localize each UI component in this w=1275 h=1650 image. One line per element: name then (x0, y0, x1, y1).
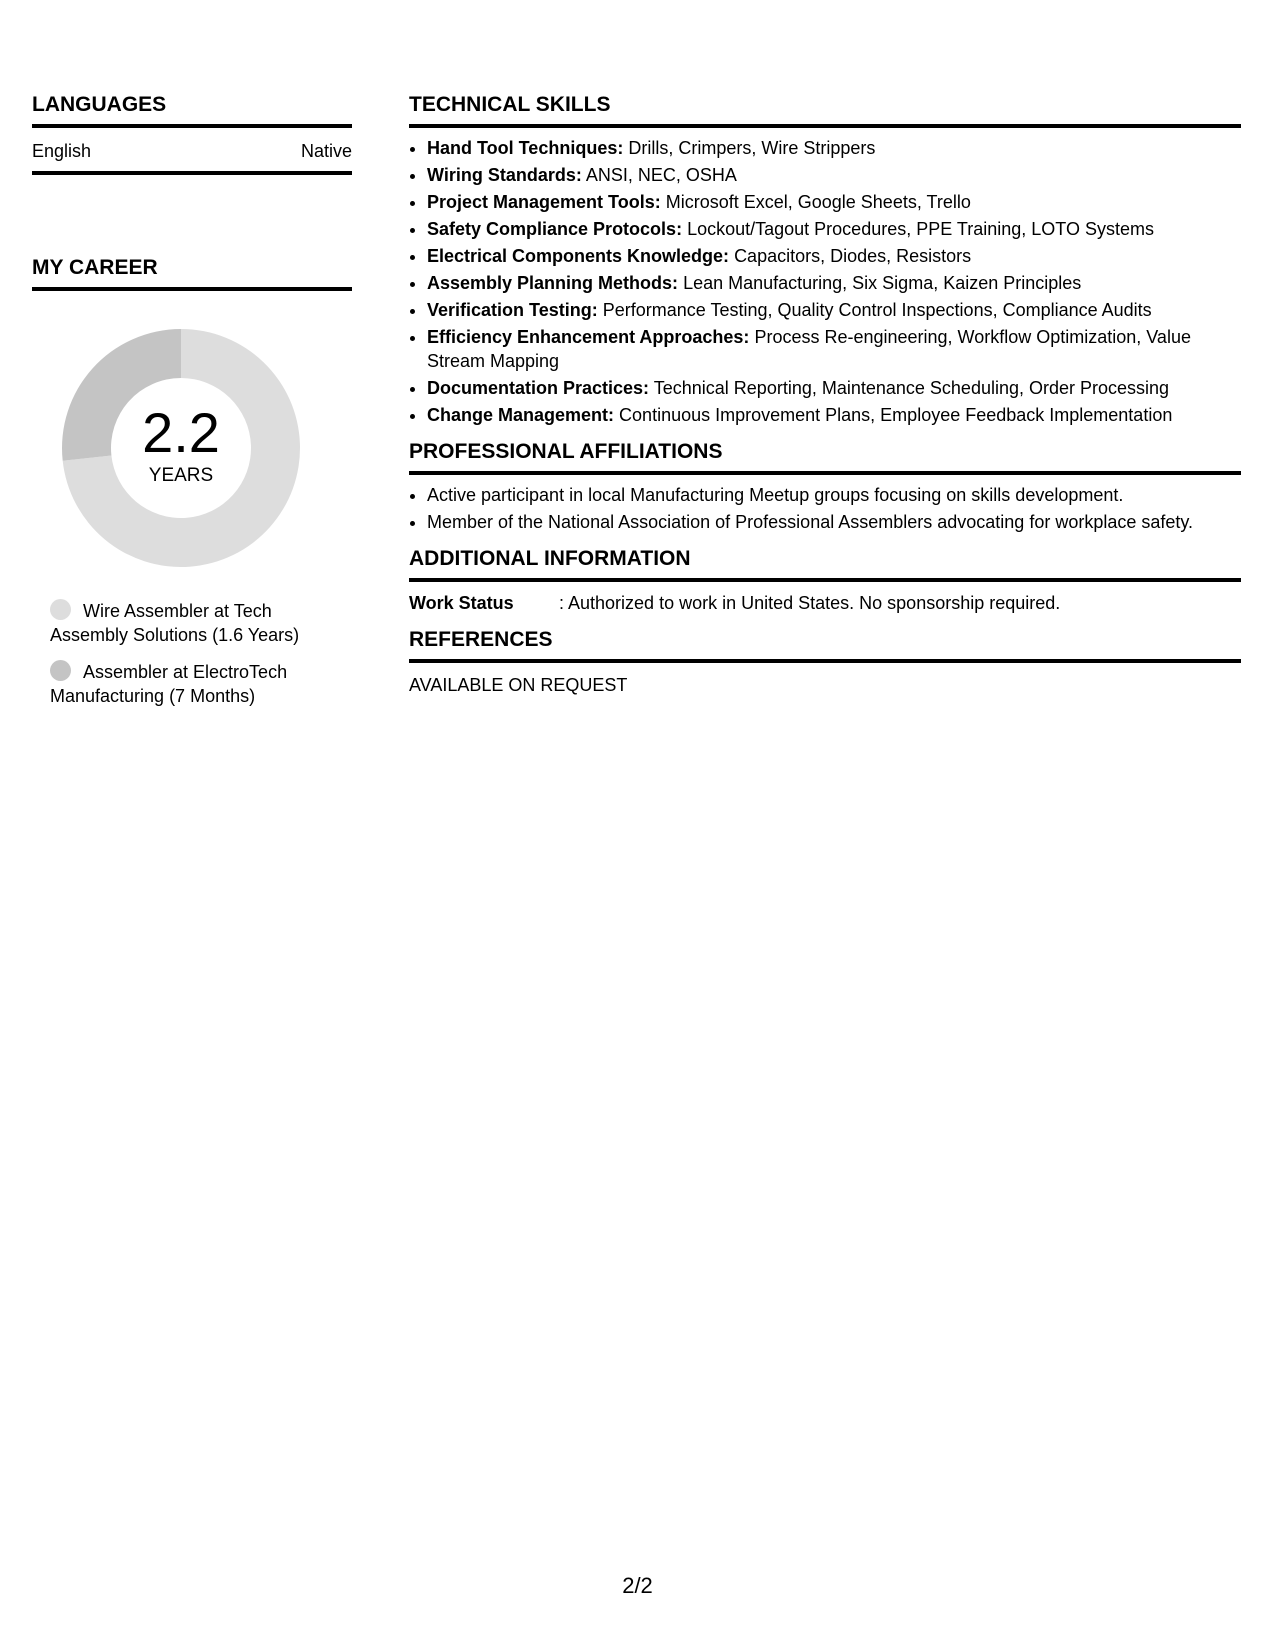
skill-label: Verification Testing: (427, 300, 598, 320)
skill-text: Process Re-engineering, Workflow Optimization, Value Stream Mapping (427, 327, 1191, 371)
legend-label: Wire Assembler at Tech Assembly Solutions (1.6 Years) (50, 601, 300, 645)
legend-swatch-dot (50, 599, 71, 620)
career-legend (50, 599, 340, 708)
skill-label: Project Management Tools: (427, 192, 661, 212)
skill-text: Continuous Improvement Plans, Employee Feedback Implementation (619, 405, 1173, 425)
technical-skills-list (409, 136, 1241, 427)
skill-item (427, 136, 1241, 160)
skill-text: Lean Manufacturing, Six Sigma, Kaizen Principles (683, 273, 1082, 293)
skill-item (427, 325, 1241, 373)
list-item: • Member of the National Association of Professional Assemblers advocating for workplace safety. (427, 510, 1241, 534)
legend-label: Assembler at ElectroTech Manufacturing (7 Months) (50, 662, 288, 706)
left-column (32, 92, 352, 721)
skill-text: ANSI, NEC, OSHA (585, 165, 737, 185)
languages-heading: LANGUAGES (32, 92, 352, 128)
total-years-unit: YEARS (148, 465, 214, 486)
career-donut-chart (56, 323, 306, 573)
skill-text: Drills, Crimpers, Wire Strippers (628, 138, 876, 158)
affiliations-heading: PROFESSIONAL AFFILIATIONS (409, 439, 1241, 475)
skill-item (427, 190, 1241, 214)
legend-swatch-dot (50, 660, 71, 681)
language-name: English (32, 141, 92, 161)
skill-label: Hand Tool Techniques: (427, 138, 624, 158)
work-status-label: Work Status (409, 593, 514, 613)
legend-item (50, 599, 340, 647)
skill-item (427, 163, 1241, 187)
list-item: • Active participant in local Manufacturing Meetup groups focusing on skills development. (427, 483, 1241, 507)
work-status-row (409, 582, 1241, 615)
skill-label: Safety Compliance Protocols: (427, 219, 683, 239)
references-heading: REFERENCES (409, 627, 1241, 663)
skill-label: Electrical Components Knowledge: (427, 246, 730, 266)
total-years-value: 2.2 (142, 401, 220, 464)
right-column (409, 92, 1241, 697)
career-heading: MY CAREER (32, 255, 352, 291)
skill-text: Performance Testing, Quality Control Inspections, Compliance Audits (602, 300, 1152, 320)
legend-item (50, 660, 340, 708)
skill-item (427, 244, 1241, 268)
skill-text: Lockout/Tagout Procedures, PPE Training, LOTO Systems (687, 219, 1154, 239)
work-status-value: : Authorized to work in United States. No sponsorship required. (559, 593, 1061, 613)
skill-text: Microsoft Excel, Google Sheets, Trello (665, 192, 971, 212)
skill-label: Change Management: (427, 405, 615, 425)
skill-text: Technical Reporting, Maintenance Scheduling, Order Processing (653, 378, 1170, 398)
additional-info-heading: ADDITIONAL INFORMATION (409, 546, 1241, 582)
skill-label: Documentation Practices: (427, 378, 650, 398)
page-number: 2/2 (622, 1573, 653, 1598)
skill-label: Wiring Standards: (427, 165, 582, 185)
donut-center (56, 323, 306, 573)
skill-item (427, 403, 1241, 427)
skill-item (427, 271, 1241, 295)
skill-text: Capacitors, Diodes, Resistors (734, 246, 972, 266)
references-text: AVAILABLE ON REQUEST (409, 675, 628, 695)
language-level: Native (300, 141, 352, 161)
skill-item (427, 298, 1241, 322)
affiliations-list (409, 483, 1241, 534)
skill-item (427, 217, 1241, 241)
technical-skills-heading: TECHNICAL SKILLS (409, 92, 1241, 128)
skill-label: Assembly Planning Methods: (427, 273, 679, 293)
skill-label: Efficiency Enhancement Approaches: (427, 327, 750, 347)
language-row (32, 128, 352, 175)
skill-item (427, 376, 1241, 400)
